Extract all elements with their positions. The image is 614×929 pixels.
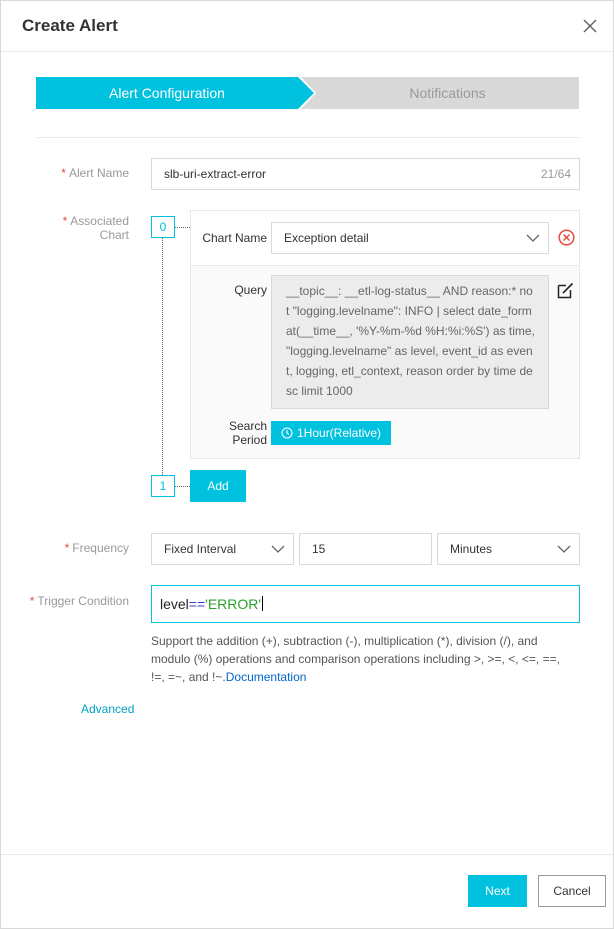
search-period-value: 1Hour(Relative) [297,426,382,440]
alert-name-value: slb-uri-extract-error [164,167,267,181]
close-icon[interactable] [581,17,599,35]
next-button[interactable]: Next [468,875,527,907]
footer-divider [1,854,613,855]
trigger-condition-label: * Trigger Condition [29,594,129,608]
step-notifications: Notifications [409,85,486,101]
frequency-label: * Frequency [64,541,129,555]
frequency-interval-value: 15 [312,542,326,556]
add-chart-button[interactable]: Add [190,470,246,502]
chart-name-label: Chart Name [202,231,267,245]
chart-name-select[interactable] [271,222,549,254]
chevron-down-icon [526,232,540,244]
search-period-label: Search Period [228,419,267,447]
divider [36,137,579,138]
chevron-down-icon [557,543,571,555]
step-alert-configuration: Alert Configuration [109,85,225,101]
steps-bar [36,77,579,109]
chart-index-badge: 0 [151,216,175,238]
next-chart-index-badge: 1 [151,475,175,497]
frequency-unit-value: Minutes [450,542,493,556]
dialog-title: Create Alert [22,16,118,35]
associated-chart-label: * Associated Chart [62,214,129,242]
frequency-interval-input[interactable] [299,533,432,565]
trigger-condition-input[interactable] [151,585,580,623]
trigger-help-text: Support the addition (+), subtraction (-), multiplication (*), division (/), and modulo (%) operations and comparison operations including >, >=, <, <=, ==, !=, =~, and !~.Documentation [151,634,560,684]
alert-name-input[interactable] [151,158,580,190]
chart-name-value: Exception detail [284,231,369,245]
dialog-header [1,1,613,52]
remove-chart-icon[interactable] [558,229,575,246]
alert-name-label: * Alert Name [61,166,129,180]
timeline-connector-add [175,486,190,487]
chevron-down-icon [271,543,285,555]
trigger-condition-code: level=='ERROR' [160,596,262,612]
frequency-type-select[interactable] [151,533,294,565]
timeline-line [162,237,163,475]
timeline-connector [175,227,190,228]
documentation-link[interactable]: Documentation [225,670,307,684]
frequency-type-value: Fixed Interval [164,542,237,556]
chart-card-header [191,211,579,266]
frequency-unit-select[interactable] [437,533,580,565]
alert-name-counter: 21/64 [540,167,571,181]
query-textbox: __topic__: __etl-log-status__ AND reason:* not "logging.levelname": INFO | select date_format(__time__, '%Y-%m-%d %H:%i:%S') as time, "logging.levelname" as level, event_id as event, logging, etl_context, reason order by time desc limit 1000 [271,275,549,409]
advanced-link[interactable]: Advanced [81,702,135,716]
search-period-button[interactable] [271,421,391,445]
query-label: Query [234,283,267,297]
cancel-button[interactable]: Cancel [538,875,606,907]
clock-icon [281,427,293,439]
edit-icon[interactable] [557,282,574,299]
